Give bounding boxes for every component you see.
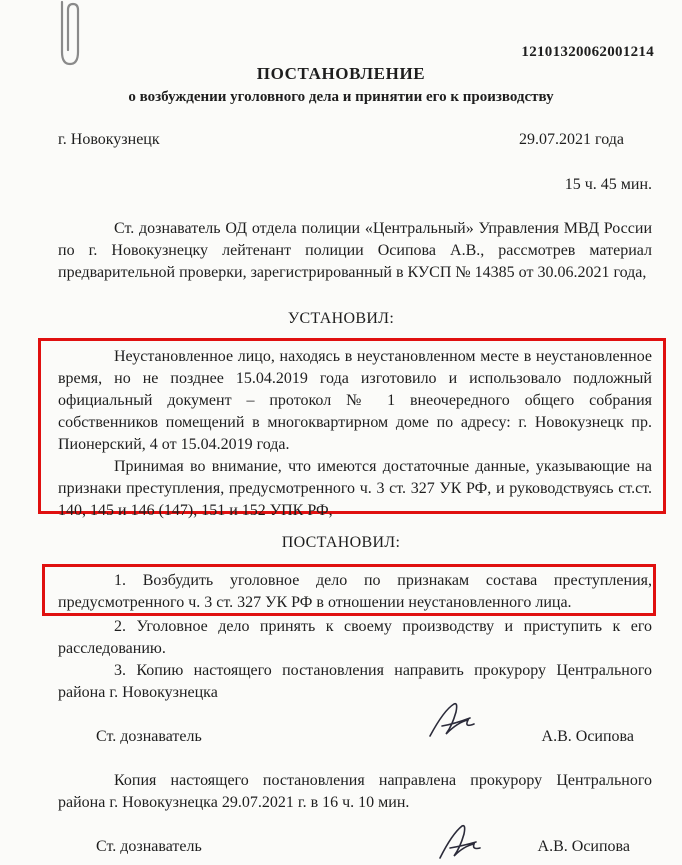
document-subtitle: о возбуждении уголовного дела и принятии его к производству (128, 89, 554, 105)
resolved-heading: ПОСТАНОВИЛ: (281, 534, 401, 551)
copy-note-paragraph (58, 770, 652, 814)
document-time: 15 ч. 45 мин. (564, 176, 652, 193)
intro-text: Ст. дознаватель ОД отдела полиции «Центральный» Управления МВД России по г. Новокузнецку лейтенант полиции Осипова А.В., рассмотрев материал предварительной проверки, зарегистрированный в КУСП № 14385 от 30.06.2021 года, (58, 220, 652, 281)
signature-icon-2 (436, 818, 486, 862)
signer-title-2: Ст. дознаватель (96, 838, 202, 855)
document-date: 29.07.2021 года (519, 131, 624, 148)
established-heading: УСТАНОВИЛ: (287, 310, 395, 327)
intro-paragraph (58, 218, 652, 284)
signature-icon (424, 700, 484, 742)
resolution-section (58, 570, 652, 704)
established-paragraph-1: Неустановленное лицо, находясь в неустановленном месте в неустановленное время, но не позднее 15.04.2019 года изготовило и использовало подложный официальный документ – протокол № 1 внеочередного общего собрания собственников помещений в многоквартирном доме по адресу: г. Новокузнецк пр. Пионерский, 4 от 15.04.2019 года. (58, 348, 652, 453)
signer-title: Ст. дознаватель (96, 728, 202, 745)
established-section (58, 346, 652, 522)
resolution-item-3: 3. Копию настоящего постановления направить прокурору Центрального района г. Новокузнецка (58, 662, 652, 701)
document-title: ПОСТАНОВЛЕНИЕ (256, 64, 426, 83)
case-number: 12101320062001214 (521, 44, 654, 60)
established-paragraph-2: Принимая во внимание, что имеются достаточные данные, указывающие на признаки преступления, предусмотренного ч. 3 ст. 327 УК РФ, и руководствуясь ст.ст. 140, 145 и 146 (147), 151 и 152 УПК РФ, (58, 458, 652, 519)
resolution-item-1: 1. Возбудить уголовное дело по признакам состава преступления, предусмотренного ч. 3 ст. 327 УК РФ в отношении неустановленного лица. (58, 572, 652, 611)
signer-name-2: А.В. Осипова (537, 838, 630, 855)
copy-note-text: Копия настоящего постановления направлена прокурору Центрального района г. Новокузнецка 29.07.2021 г. в 16 ч. 10 мин. (58, 772, 652, 811)
city: г. Новокузнецк (58, 131, 160, 148)
signer-name: А.В. Осипова (541, 728, 634, 745)
resolution-item-2: 2. Уголовное дело принять к своему производству и приступить к его расследованию. (58, 618, 652, 657)
paperclip-icon (48, 0, 88, 70)
